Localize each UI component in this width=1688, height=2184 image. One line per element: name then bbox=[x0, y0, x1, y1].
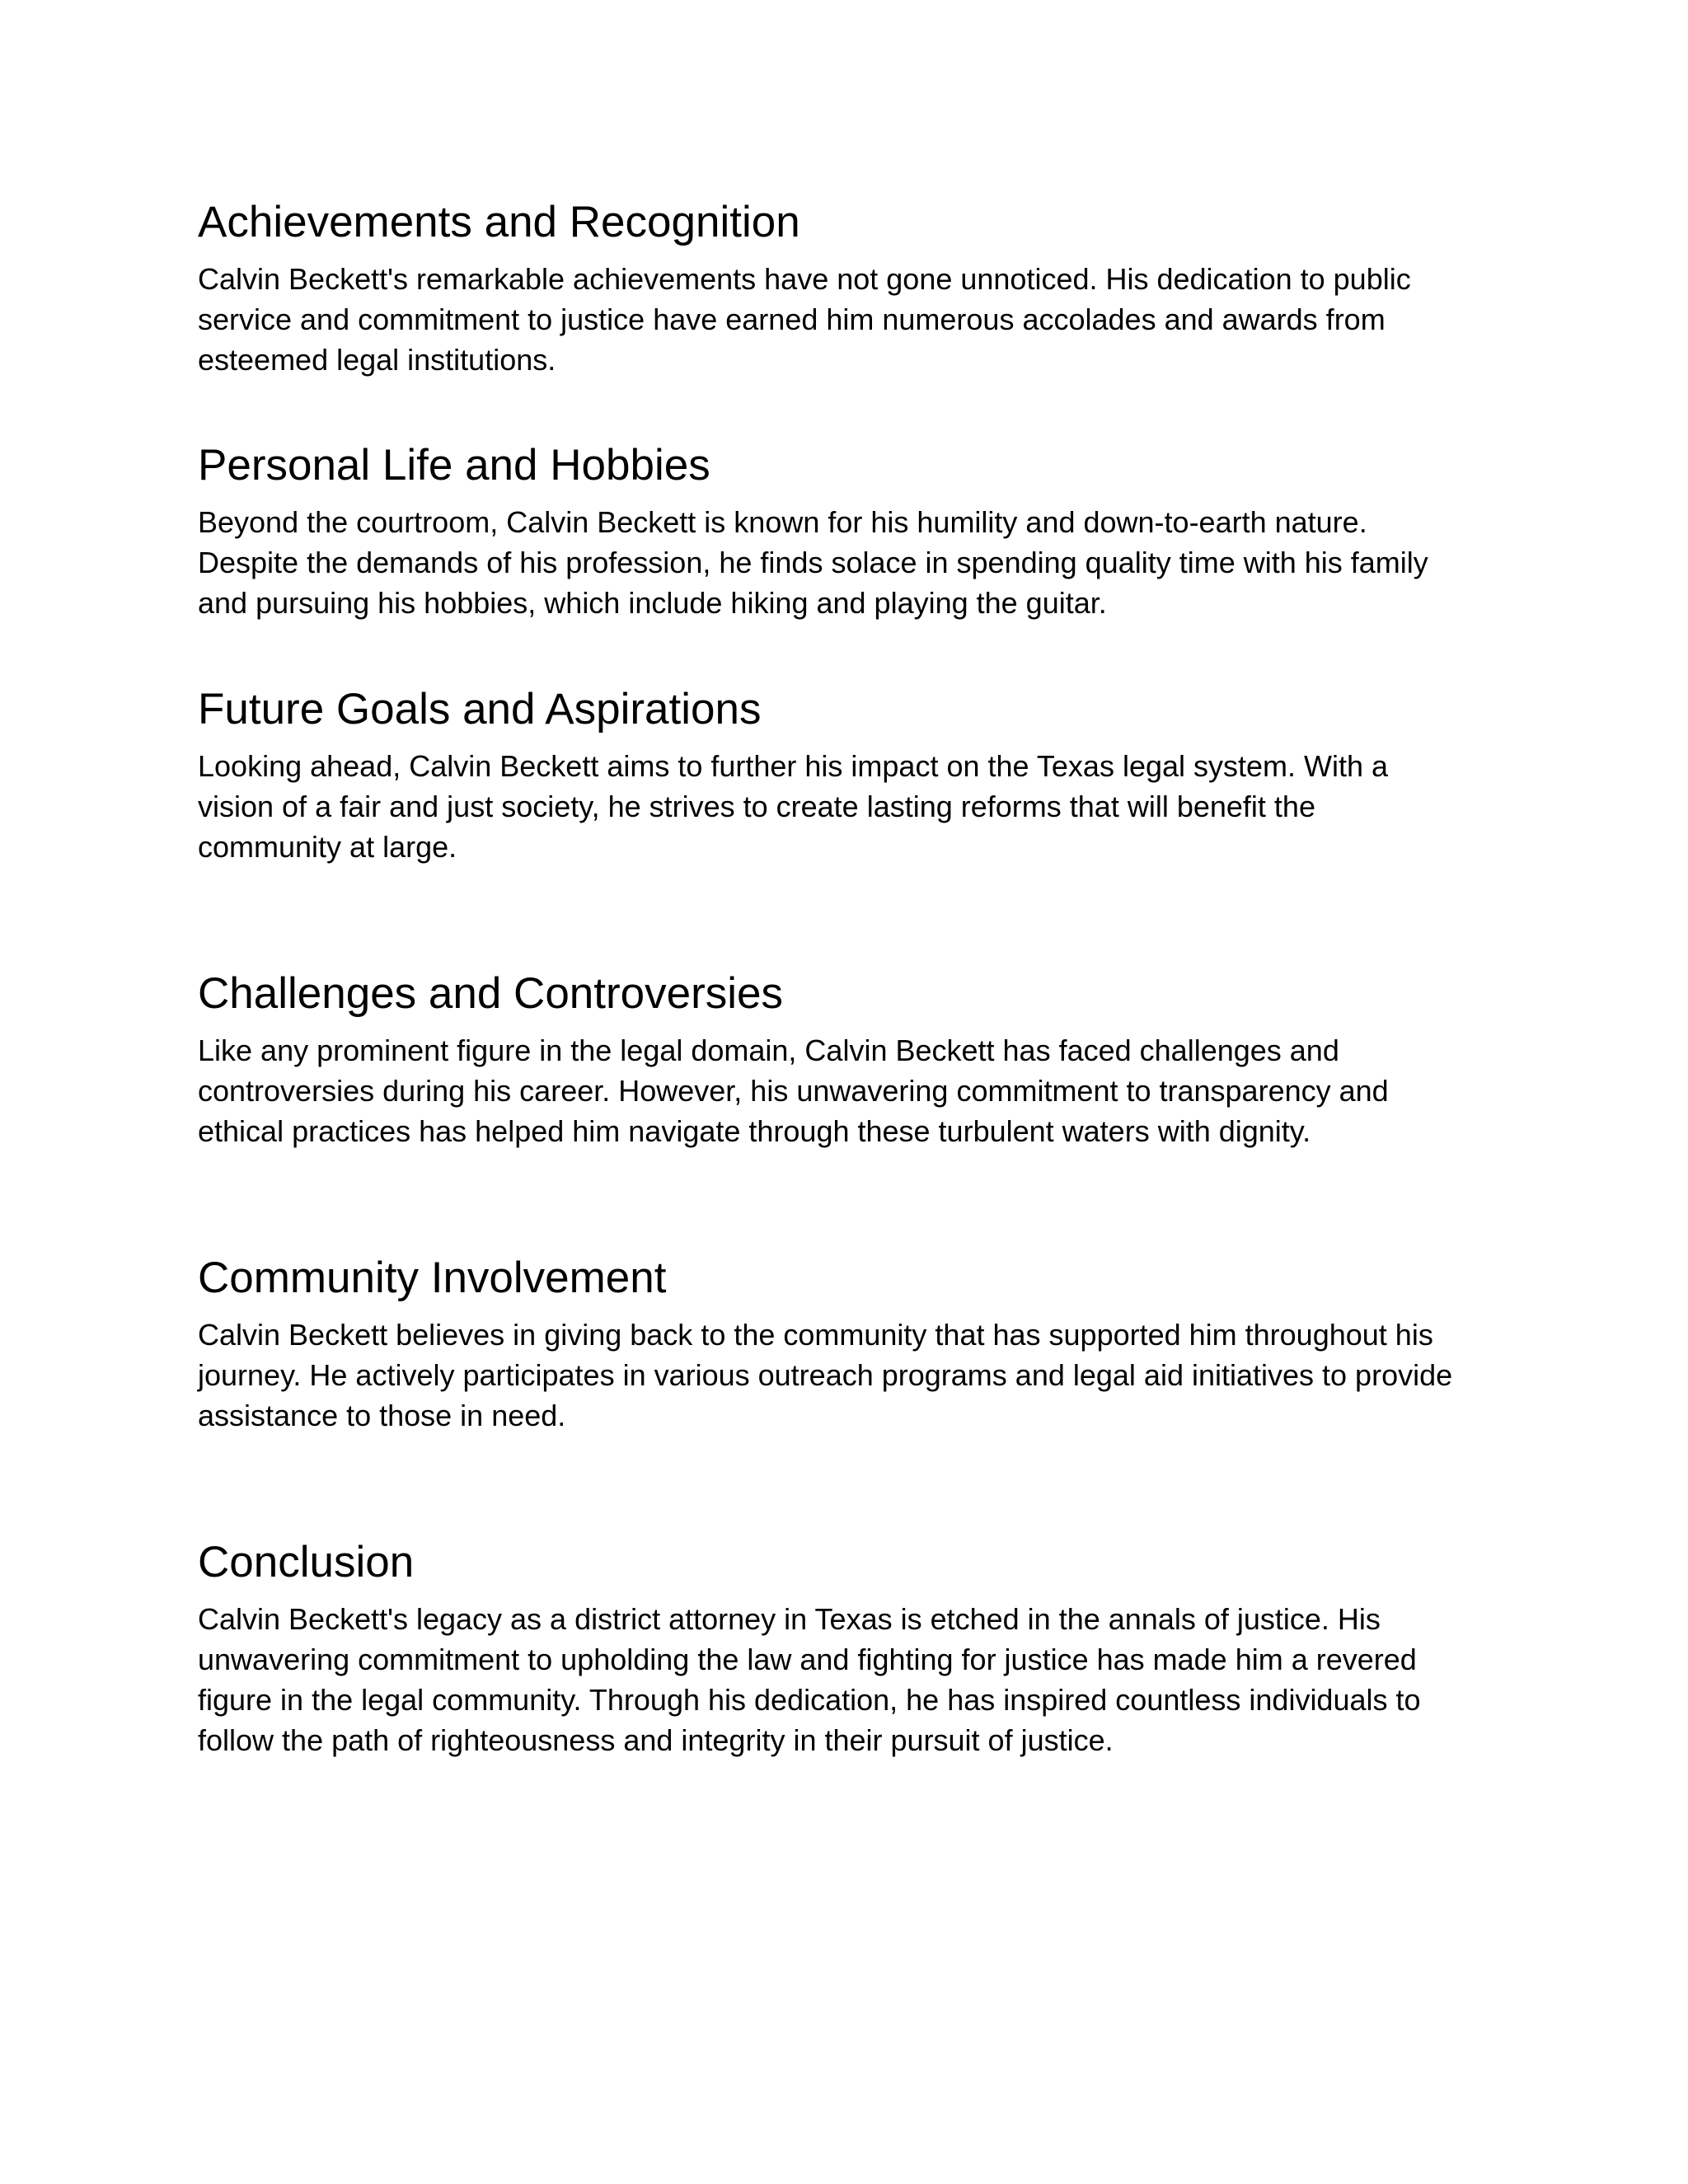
paragraph-line: controversies during his career. However, his unwavering commitment to transparency and bbox=[198, 1074, 1389, 1108]
paragraph-line: Looking ahead, Calvin Beckett aims to further his impact on the Texas legal system. With a bbox=[198, 749, 1389, 783]
paragraph-line: Calvin Beckett's remarkable achievements have not gone unnoticed. His dedication to public bbox=[198, 262, 1411, 296]
paragraph-line: Beyond the courtroom, Calvin Beckett is known for his humility and down-to-earth nature. bbox=[198, 505, 1367, 539]
paragraph-line: service and commitment to justice have earned him numerous accolades and awards from bbox=[198, 302, 1386, 336]
paragraph-line: ethical practices has helped him navigate through these turbulent waters with dignity. bbox=[198, 1114, 1311, 1148]
section-future-goals-and-aspirations bbox=[198, 683, 1517, 867]
paragraph-line: figure in the legal community. Through his dedication, he has inspired countless individuals to bbox=[198, 1683, 1421, 1717]
section-paragraph bbox=[198, 1030, 1517, 1151]
section-community-involvement bbox=[198, 1252, 1517, 1436]
section-personal-life-and-hobbies bbox=[198, 439, 1517, 623]
section-heading: Conclusion bbox=[198, 1538, 415, 1586]
paragraph-line: Despite the demands of his profession, he finds solace in spending quality time with his family bbox=[198, 546, 1428, 579]
section-heading: Community Involvement bbox=[198, 1254, 667, 1302]
section-paragraph bbox=[198, 1599, 1517, 1760]
paragraph-line: assistance to those in need. bbox=[198, 1399, 566, 1432]
paragraph-line: community at large. bbox=[198, 830, 457, 864]
paragraph-line: journey. He actively participates in various outreach programs and legal aid initiatives to provide bbox=[198, 1358, 1453, 1392]
paragraph-line: Calvin Beckett's legacy as a district attorney in Texas is etched in the annals of justice. His bbox=[198, 1602, 1381, 1636]
section-heading: Achievements and Recognition bbox=[198, 198, 800, 246]
section-heading: Personal Life and Hobbies bbox=[198, 441, 710, 490]
section-paragraph bbox=[198, 502, 1517, 623]
section-paragraph bbox=[198, 746, 1517, 867]
section-paragraph bbox=[198, 259, 1517, 380]
section-heading: Future Goals and Aspirations bbox=[198, 685, 762, 733]
paragraph-line: unwavering commitment to upholding the law and fighting for justice has made him a revered bbox=[198, 1643, 1417, 1676]
paragraph-line: follow the path of righteousness and integrity in their pursuit of justice. bbox=[198, 1723, 1114, 1757]
section-paragraph bbox=[198, 1315, 1517, 1436]
paragraph-line: vision of a fair and just society, he strives to create lasting reforms that will benefit the bbox=[198, 790, 1315, 823]
paragraph-line: esteemed legal institutions. bbox=[198, 343, 556, 377]
paragraph-line: and pursuing his hobbies, which include hiking and playing the guitar. bbox=[198, 586, 1107, 620]
paragraph-line: Calvin Beckett believes in giving back to the community that has supported him throughout his bbox=[198, 1318, 1433, 1352]
section-conclusion bbox=[198, 1536, 1517, 1760]
section-challenges-and-controversies bbox=[198, 968, 1517, 1151]
section-achievements-and-recognition bbox=[198, 196, 1517, 380]
section-heading: Challenges and Controversies bbox=[198, 969, 784, 1018]
paragraph-line: Like any prominent figure in the legal domain, Calvin Beckett has faced challenges and bbox=[198, 1033, 1339, 1067]
